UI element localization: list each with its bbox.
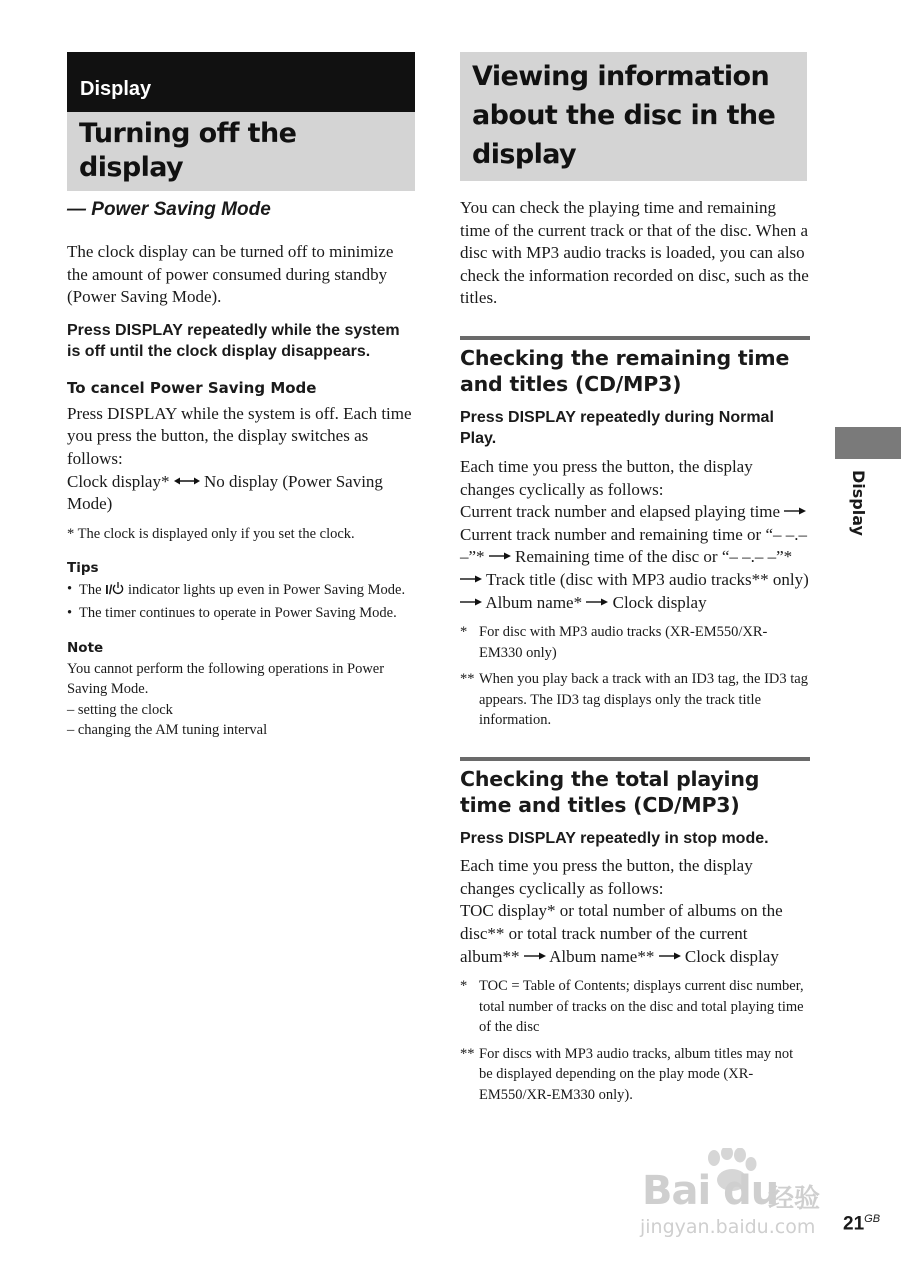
cycle-footnote: * The clock is displayed only if you set the clock. [67, 525, 355, 542]
tips-list [67, 579, 415, 624]
footnote-mark: ** [460, 671, 475, 688]
right-column [460, 52, 810, 1105]
tip2: The timer continues to operate in Power Saving Mode. [79, 604, 397, 621]
watermark-url: jingyan.baidu.com [640, 1216, 816, 1238]
power-icon [112, 581, 124, 595]
footnote [460, 669, 810, 731]
instruction: Press DISPLAY repeatedly in stop mode. [460, 829, 769, 847]
cancel-text: Press DISPLAY while the system is off. Each time you press the button, the display switches as follows: [67, 403, 412, 468]
cycle-sequence [460, 501, 810, 614]
cycle-step: Remaining time of the disc or [515, 547, 718, 567]
cycle-sequence [460, 900, 810, 968]
footnote-mark: * [460, 624, 468, 641]
arrow-right-icon [460, 574, 482, 584]
cycle-intro: Each time you press the button, the display changes cyclically as follows: [460, 456, 753, 499]
watermark-brand: Bai du [642, 1168, 779, 1214]
arrow-right-icon [586, 597, 608, 607]
page-subtitle: — Power Saving Mode [67, 199, 271, 220]
page-number-value: 21 [843, 1213, 865, 1235]
footnote [460, 622, 810, 663]
list-item: • The I/ indicator lights up even in Power Saving Mode. [67, 581, 406, 599]
list-item: • The timer continues to operate in Power Saving Mode. [67, 603, 415, 624]
side-tab-marker [835, 427, 901, 459]
instruction: Press DISPLAY repeatedly while the system is off until the clock display disappears. [67, 321, 400, 361]
tip1-symbol: I/ [105, 582, 113, 598]
cycle-step: Current track number and elapsed playing time [460, 502, 781, 522]
watermark [640, 1148, 850, 1248]
note-text: You cannot perform the following operations in Power Saving Mode. [67, 660, 385, 698]
page-suffix: GB [864, 1213, 881, 1225]
section-divider [460, 336, 810, 340]
cycle-start: Clock display* [67, 471, 170, 491]
footnote [460, 976, 810, 1038]
cycle-intro: Each time you press the button, the display changes cyclically as follows: [460, 856, 753, 898]
footnote [460, 1044, 810, 1106]
cycle-end: No display (Power Saving Mode) [67, 471, 383, 514]
arrow-right-icon [659, 951, 681, 961]
section-heading-remaining: Checking the remaining time and titles (CD/MP3) [460, 345, 790, 396]
cycle-step: Current track number and remaining time or [460, 524, 762, 544]
side-tab-text: Display [849, 470, 868, 536]
arrow-right-icon [524, 951, 546, 961]
double-arrow-icon [174, 476, 200, 486]
page-title: Turning off the display [67, 112, 415, 191]
cycle-step: Clock display [684, 946, 779, 966]
footnote-text: TOC = Table of Contents; displays current disc number, total number of tracks on the disc and total playing time of the disc [479, 978, 804, 1036]
footnote-mark: ** [460, 1045, 475, 1062]
instruction: Press DISPLAY repeatedly during Normal Play. [460, 408, 774, 448]
note-item: – changing the AM tuning interval [67, 722, 268, 739]
arrow-right-icon [489, 551, 511, 561]
cycle-step: Album name** [549, 946, 655, 966]
left-column [67, 52, 415, 741]
side-tab-label [844, 470, 868, 550]
cycle-step: Track title (disc with MP3 audio tracks** only) [485, 569, 809, 589]
arrow-right-icon [460, 597, 482, 607]
cycle-step: “– –.– –”* [460, 524, 807, 567]
cycle-sequence [67, 471, 415, 516]
tips-label: Tips [67, 560, 99, 577]
cycle-step: Album name* [485, 592, 583, 612]
page-number [843, 1213, 880, 1235]
intro-paragraph: The clock display can be turned off to minimize the amount of power consumed during standby (Power Saving Mode). [67, 242, 394, 307]
cycle-step: TOC display* or total number of albums on the disc** or total track number of the current album** [460, 901, 783, 966]
cancel-heading: To cancel Power Saving Mode [67, 378, 317, 397]
right-title: Viewing information about the disc in the display [460, 52, 807, 181]
cycle-step: Clock display [612, 592, 707, 612]
footnote-text: For disc with MP3 audio tracks (XR-EM550/XR-EM330 only) [479, 624, 768, 661]
tip1-pre: The [79, 582, 102, 599]
right-intro: You can check the playing time and remaining time of the current track or that of the disc. When a disc with MP3 audio tracks is loaded, you can also check the information recorded on disc, such as the titles. [460, 198, 809, 308]
note-label: Note [67, 639, 104, 656]
footnote-text: For discs with MP3 audio tracks, album titles may not be displayed depending on the play mode (XR-EM550/XR-EM330 only). [479, 1045, 794, 1103]
section-divider [460, 757, 810, 761]
section-label: Display [67, 52, 415, 112]
footnote-text: When you play back a track with an ID3 tag, the ID3 tag appears. The ID3 tag displays only the track title information. [479, 671, 808, 729]
section-heading-total: Checking the total playing time and titles (CD/MP3) [460, 766, 760, 817]
cycle-step: “– –.– –”* [721, 547, 793, 567]
tip1-post: indicator lights up even in Power Saving Mode. [128, 582, 406, 599]
footnote-mark: * [460, 978, 468, 995]
watermark-cn: 经验 [768, 1184, 821, 1214]
note-item: – setting the clock [67, 701, 173, 718]
arrow-right-icon [784, 506, 806, 516]
